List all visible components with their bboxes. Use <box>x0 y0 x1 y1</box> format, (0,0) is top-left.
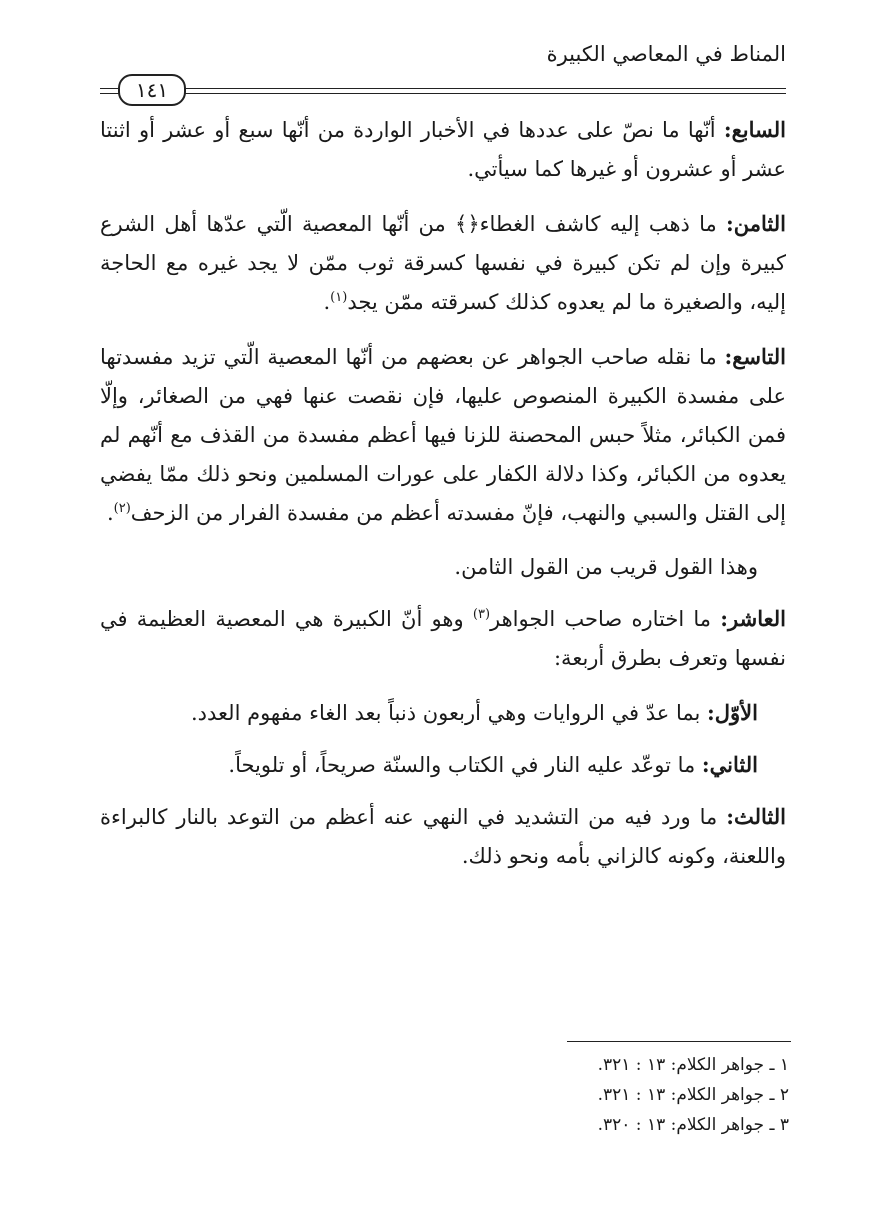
paragraph-seventh <box>100 110 786 189</box>
way-lead: الثاني: <box>701 752 758 777</box>
paragraph-tail: . <box>106 501 114 525</box>
footnote-item: ١ ـ جواهر الكلام: ١٣ : ٣٢١. <box>597 1055 789 1075</box>
footnotes <box>598 1050 789 1140</box>
paragraph-text: ما اختاره صاحب الجواهر <box>490 607 721 631</box>
way-text: ما ورد فيه من التشديد في النهي عنه أعظم من التوعد بالنار كالبراءة واللعنة، وكونه كالزاني بأمه ونحو ذلك. <box>100 805 786 868</box>
paragraph-text: ما نقله صاحب الجواهر عن بعضهم من أنّها المعصية الّتي تزيد مفسدتها على مفسدة الكبيرة المنصوص عليها، فإن نقصت عنها فهي من الصغائر، وإلّا فمن الكبائر، مثلاً حبس المحصنة للزنا فيها أعظم مفسدة من القذف مع أنّهم لم يعدوه من الكبائر، وكذا دلالة الكفار على عورات المسلمين ونحو ذلك ممّا يفضي إلى القتل والسبي والنهب، فإنّ مفسدته أعظم من مفسدة الفرار من الزحف <box>100 345 786 525</box>
paragraph-tail: . <box>323 290 331 314</box>
paragraph-lead: السابع: <box>723 117 786 142</box>
paragraph-eighth <box>100 204 786 322</box>
footnote-marker[interactable]: (١) <box>330 290 348 305</box>
paragraph-ninth <box>100 337 786 533</box>
footnote-item: ٣ ـ جواهر الكلام: ١٣ : ٣٢٠. <box>597 1115 789 1135</box>
paragraph-tenth <box>100 599 786 678</box>
footnote-marker[interactable]: (٣) <box>472 607 491 622</box>
header-rule-line <box>100 88 786 89</box>
page-body <box>100 110 786 891</box>
paragraph-text: أنّها ما نصّ على عددها في الأخبار الواردة من أنّها سبع أو عشر أو اثنتا عشر أو عشرون أو غيرها كما سيأتي. <box>100 118 786 181</box>
way-lead: الثالث: <box>726 804 786 829</box>
page-number: ١٤١ <box>118 74 186 106</box>
running-title: المناط في المعاصي الكبيرة <box>546 42 786 66</box>
way-lead: الأوّل: <box>707 700 758 725</box>
footnote-separator <box>567 1041 791 1042</box>
paragraph-lead: التاسع: <box>724 344 786 369</box>
footnote-marker[interactable]: (٢) <box>113 501 131 516</box>
header-rule <box>100 74 786 114</box>
header-rule-line-thin <box>100 93 786 94</box>
paragraph-text: ما ذهب إليه كاشف الغطاء﴿﴾ من أنّها المعصية الّتي عدّها أهل الشرع كبيرة وإن لم تكن كبيرة في نفسها كسرقة ثوب ممّن لا يجد غيره مع الحاجة إليه، والصغيرة ما لم يعدوه كذلك كسرقته ممّن يجد <box>100 212 786 314</box>
paragraph-lead: العاشر: <box>720 606 786 631</box>
paragraph-comment: وهذا القول قريب من القول الثامن. <box>454 555 758 579</box>
way-second <box>100 745 786 785</box>
way-first <box>100 693 786 733</box>
paragraph-lead: الثامن: <box>726 211 786 236</box>
way-text: بما عدّ في الروايات وهي أربعون ذنباً بعد الغاء مفهوم العدد. <box>190 701 708 725</box>
paragraph-tail: وهو أنّ الكبيرة هي المعصية العظيمة في نفسها وتعرف بطرق أربعة: <box>100 607 786 670</box>
page-header <box>100 30 786 100</box>
way-text: ما توعّد عليه النار في الكتاب والسنّة صريحاً، أو تلويحاً. <box>228 753 702 777</box>
footnote-item: ٢ ـ جواهر الكلام: ١٣ : ٣٢١. <box>597 1085 789 1105</box>
way-third <box>100 797 786 876</box>
